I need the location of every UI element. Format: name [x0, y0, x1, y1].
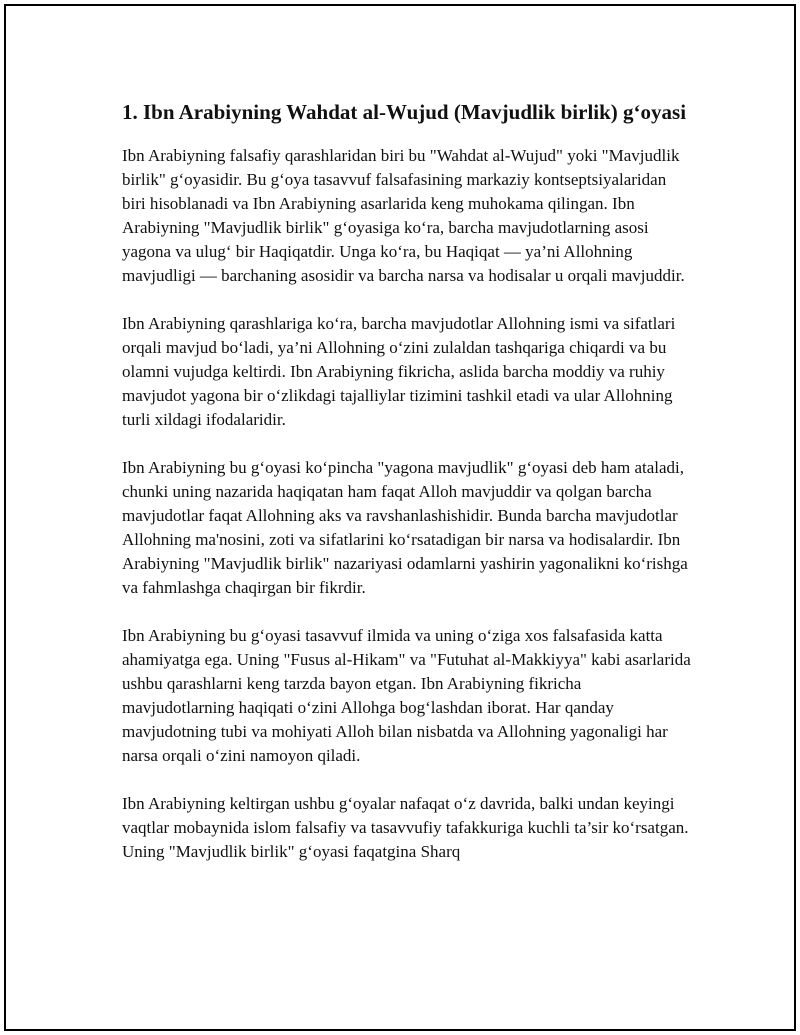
- paragraph-3: Ibn Arabiyning bu g‘oyasi ko‘pincha "yagona mavjudlik" g‘oyasi deb ham ataladi, chunki uning nazarida haqiqatan ham faqat Alloh mavjuddir va qolgan barcha mavjudotlar faqat Allohning aks va ravshanlashishidir. Bunda barcha mavjudotlar Allohning ma'nosini, zoti va sifatlarini ko‘rsatadigan bir narsa va hodisalardir. Ibn Arabiyning "Mavjudlik birlik" nazariyasi odamlarni yashirin yagonalikni ko‘rishga va fahmlashga chaqirgan bir fikrdir.: [122, 458, 688, 597]
- paragraph-2: Ibn Arabiyning qarashlariga ko‘ra, barcha mavjudotlar Allohning ismi va sifatlari orqali mavjud bo‘ladi, ya’ni Allohning o‘zini zulaldan tashqariga chiqardi va bu olamni vujudga keltirdi. Ibn Arabiyning fikricha, aslida barcha moddiy va ruhiy mavjudot yagona bir o‘zlikdagi tajalliylar tizimini tashkil etadi va ular Allohning turli xildagi ifodalaridir.: [122, 314, 676, 429]
- section-title: 1. Ibn Arabiyning Wahdat al-Wujud (Mavjudlik birlik) g‘oyasi: [122, 100, 687, 124]
- paragraph-4: Ibn Arabiyning bu g‘oyasi tasavvuf ilmida va uning o‘ziga xos falsafasida katta ahamiyatga ega. Uning "Fusus al-Hikam" va "Futuhat al-Makkiyya" kabi asarlarida ushbu qarashlarni keng tarzda bayon etgan. Ibn Arabiyning fikricha mavjudotlarning haqiqati o‘zini Allohga bog‘lashdan iborat. Har qanday mavjudotning tubi va mohiyati Alloh bilan nisbatda va Allohning yagonaligi har narsa orqali o‘zini namoyon qiladi.: [122, 626, 691, 765]
- paragraph-1: Ibn Arabiyning falsafiy qarashlaridan biri bu "Wahdat al-Wujud" yoki "Mavjudlik birlik" g‘oyasidir. Bu g‘oya tasavvuf falsafasining markaziy kontseptsiyalaridan biri hisoblanadi va Ibn Arabiyning asarlarida keng muhokama qilingan. Ibn Arabiyning "Mavjudlik birlik" g‘oyasiga ko‘ra, barcha mavjudotlarning asosi yagona va ulug‘ bir Haqiqatdir. Unga ko‘ra, bu Haqiqat — ya’ni Allohning mavjudligi — barchaning asosidir va barcha narsa va hodisalar u orqali mavjuddir.: [122, 146, 685, 285]
- document-content: [122, 98, 692, 888]
- paragraph-5: Ibn Arabiyning keltirgan ushbu g‘oyalar nafaqat o‘z davrida, balki undan keyingi vaqtlar mobaynida islom falsafiy va tasavvufiy tafakkuriga kuchli ta’sir ko‘rsatgan. Uning "Mavjudlik birlik" g‘oyasi faqatgina Sharq: [122, 794, 689, 861]
- document-page: [4, 4, 796, 1031]
